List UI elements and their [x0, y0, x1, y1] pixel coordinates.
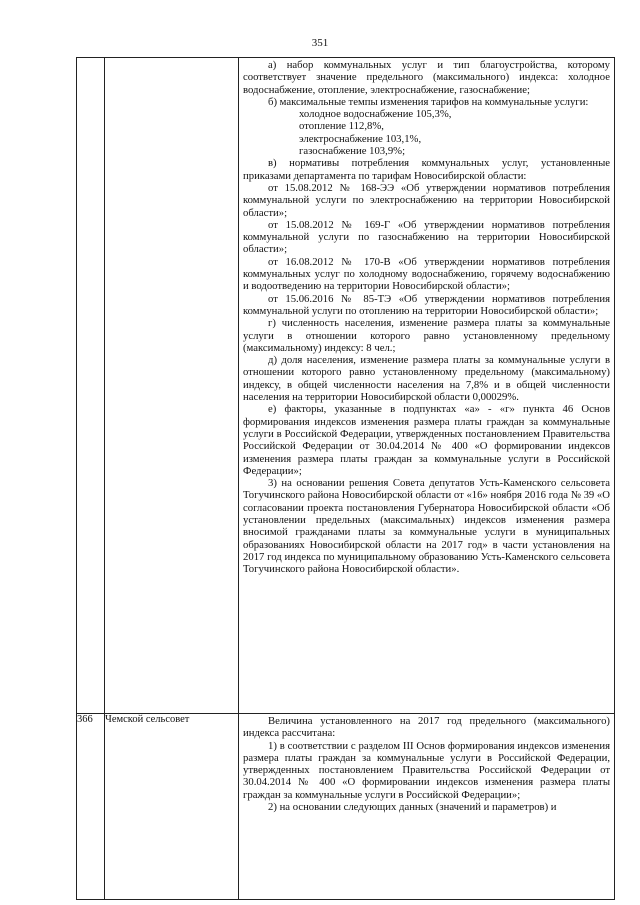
paragraph: 3) на основании решения Совета депутатов Усть-Каменского сельсовета Тогучинского района Новосибирской области от «16» ноября 2016 года № 39 «О согласовании проекта постановления Губернатора Новосибирской области «Об установлении предельных (максимальных) индексов изменения размера вносимой гражданами платы за коммунальные услуги в муниципальных образованиях Новосибирской области на 2017 год» в части установления на 2017 год индекса по муниципальному образованию Усть-Каменского сельсовета Тогучинского района Новосибирской области». [243, 477, 610, 576]
row-number: 366 [77, 714, 105, 900]
municipality-name [105, 58, 239, 714]
paragraph: е) факторы, указанные в подпунктах «а» - «г» пункта 46 Основ формирования индексов изменения размера платы граждан за коммунальные услуги в Российской Федерации, утвержденных постановлением Правительства Российской Федерации от 30.04.2014 № 400 «О формировании индексов изменения размера платы граждан за коммунальные услуги в Российской Федерации»; [243, 403, 610, 477]
paragraph: от 15.08.2012 № 169-Г «Об утверждении нормативов потребления коммунальной услуги по газоснабжению на территории Новосибирской области»; [243, 218, 610, 256]
paragraph: 1) в соответствии с разделом III Основ формирования индексов изменения размера платы граждан за коммунальные услуги в Российской Федерации, утвержденных постановлением Правительства Российской Федерации от 30.04.2014 № 400 «О формировании индексов изменения размера платы граждан за коммунальные услуги в Российской Федерации»; [243, 739, 610, 801]
paragraph: от 15.08.2012 № 168-ЭЭ «Об утверждении нормативов потребления коммунальной услуги по электроснабжению на территории Новосибирской области»; [243, 181, 610, 219]
paragraph: б) максимальные темпы изменения тарифов на коммунальные услуги: [268, 95, 589, 108]
paragraph: Величина установленного на 2017 год предельного (максимального) индекса рассчитана: [243, 715, 610, 740]
municipality-name: Чемской сельсовет [105, 714, 239, 900]
paragraph: в) нормативы потребления коммунальных услуг, установленные приказами департамента по тарифам Новосибирской области: [243, 157, 610, 182]
table-row [77, 58, 615, 714]
paragraph: 2) на основании следующих данных (значений и параметров) и [268, 801, 557, 814]
paragraph: от 16.08.2012 № 170-В «Об утверждении нормативов потребления коммунальных услуг по холодному водоснабжению, горячему водоснабжению и водоотведению на территории Новосибирской области»; [243, 255, 610, 293]
tariff-line: электроснабжение 103,1%, [299, 132, 422, 145]
description-cell [239, 58, 615, 714]
paragraph: от 15.06.2016 № 85-ТЭ «Об утверждении нормативов потребления коммунальной услуги по отоплению на территории Новосибирской области»; [243, 292, 610, 317]
tariff-line: отопление 112,8%, [299, 120, 384, 133]
description-cell [239, 714, 615, 900]
page-number: 351 [311, 37, 329, 49]
document-table [76, 57, 615, 900]
paragraph: д) доля населения, изменение размера платы за коммунальные услуги в отношении которого равно установленному предельному (максимальному) индексу, в общей численности населения на 7,8% и в общей численности населения на территории Новосибирской области 0,00029%. [243, 354, 610, 404]
row-number [77, 58, 105, 714]
table-row [77, 714, 615, 900]
tariff-line: холодное водоснабжение 105,3%, [299, 108, 452, 121]
paragraph: а) набор коммунальных услуг и тип благоустройства, которому соответствует значение предельного (максимального) индекса: холодное водоснабжение, отопление, электроснабжение, газоснабжение; [243, 59, 610, 96]
paragraph: г) численность населения, изменение размера платы за коммунальные услуги в отношении которого равно установленному предельному (максимальному) индексу: 8 чел.; [243, 317, 610, 354]
tariff-line: газоснабжение 103,9%; [299, 145, 406, 158]
